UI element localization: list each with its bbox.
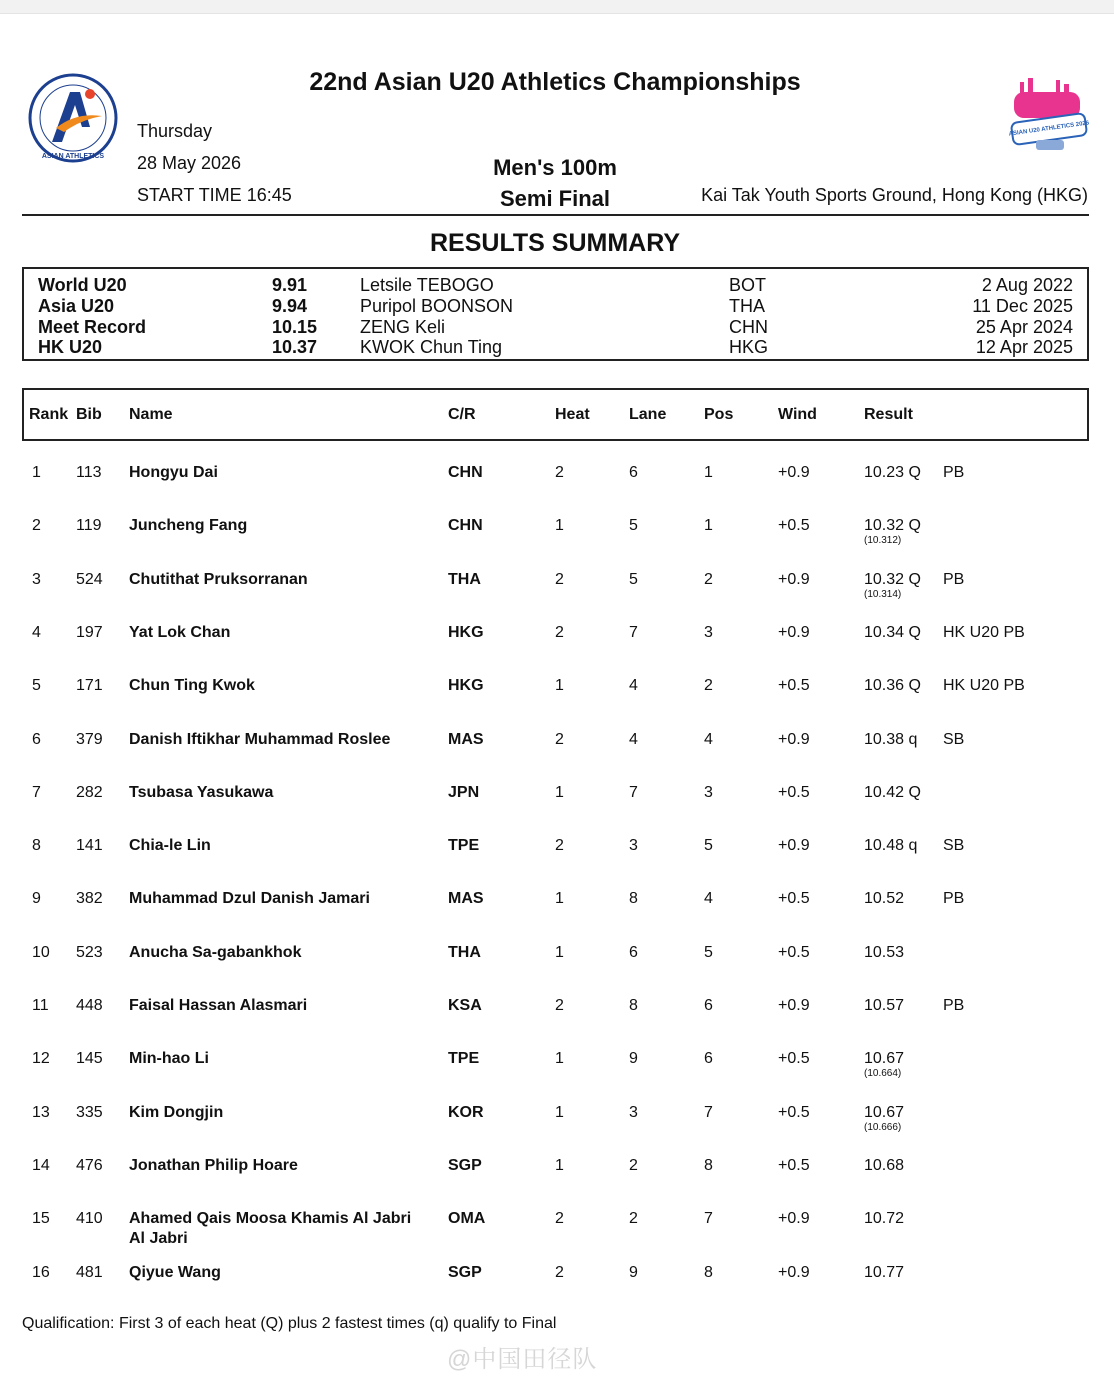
wind-cell: +0.9 [778,464,810,481]
rank-cell: 8 [32,837,41,854]
lane-cell: 7 [629,784,638,801]
nation-cell: THA [448,571,481,588]
record-time: 10.37 [272,337,318,357]
table-row [22,1103,1089,1143]
athlete-name: Jonathan Philip Hoare [129,1157,298,1174]
heat-cell: 2 [555,731,564,748]
rank-cell: 15 [32,1210,50,1227]
nation-cell: CHN [448,464,483,481]
watermark: @中国田径队 [447,1346,598,1373]
athlete-name: Kim Dongjin [129,1104,224,1121]
lane-cell: 3 [629,837,638,854]
wind-cell: +0.5 [778,677,810,694]
table-row [22,463,1089,503]
wind-cell: +0.5 [778,944,810,961]
lane-cell: 3 [629,1104,638,1121]
lane-cell: 2 [629,1157,638,1174]
bib-cell: 197 [76,624,103,641]
result-cell: 10.34 Q [864,624,921,641]
nation-cell: MAS [448,731,484,748]
heat-cell: 2 [555,624,564,641]
table-row [22,1209,1089,1249]
wind-cell: +0.9 [778,1210,810,1227]
athlete-name: Chia-le Lin [129,837,211,854]
record-nat: THA [729,296,765,316]
col-heat: Heat [555,406,590,423]
heat-cell: 2 [555,997,564,1014]
records-box [22,267,1089,361]
heat-cell: 2 [555,1210,564,1227]
athlete-name: Anucha Sa-gabankhok [129,944,302,961]
nation-cell: THA [448,944,481,961]
result-cell: 10.67 [864,1104,905,1121]
athlete-name: Juncheng Fang [129,517,248,534]
note-cell: PB [943,997,965,1014]
pos-cell: 6 [704,997,713,1014]
heat-cell: 1 [555,1104,564,1121]
results-table-header [22,388,1089,441]
nation-cell: OMA [448,1210,486,1227]
table-row [22,783,1089,823]
heat-cell: 1 [555,944,564,961]
rank-cell: 9 [32,890,41,907]
pos-cell: 7 [704,1210,713,1227]
bib-cell: 335 [76,1104,103,1121]
athlete-name: Chutithat Pruksorranan [129,571,308,588]
pos-cell: 8 [704,1157,713,1174]
col-bib: Bib [76,406,102,423]
bib-cell: 141 [76,837,103,854]
heat-cell: 2 [555,571,564,588]
rank-cell: 2 [32,517,41,534]
wind-cell: +0.9 [778,624,810,641]
lane-cell: 8 [629,997,638,1014]
pos-cell: 8 [704,1264,713,1281]
bib-cell: 523 [76,944,103,961]
result-cell: 10.23 Q [864,464,921,481]
record-date: 11 Dec 2025 [972,296,1073,316]
record-label: Asia U20 [38,296,115,316]
table-row [22,889,1089,929]
wind-cell: +0.9 [778,571,810,588]
result-cell: 10.38 q [864,731,918,748]
heat-cell: 1 [555,517,564,534]
record-date: 2 Aug 2022 [981,275,1073,295]
bib-cell: 379 [76,731,103,748]
result-cell: 10.68 [864,1157,905,1174]
note-cell: HK U20 PB [943,624,1025,641]
wind-cell: +0.9 [778,731,810,748]
event-date: 28 May 2026 [137,153,242,173]
athlete-name: Faisal Hassan Alasmari [129,997,308,1014]
record-label: HK U20 [38,337,103,357]
event-round: Semi Final [499,186,611,211]
col-nat: C/R [448,406,476,423]
heat-cell: 2 [555,837,564,854]
athlete-name-continued: Al Jabri [129,1230,188,1247]
table-row [22,1049,1089,1089]
record-row [24,275,1087,295]
event-day: Thursday [137,121,213,141]
wind-cell: +0.5 [778,890,810,907]
col-rank: Rank [29,406,69,423]
rank-cell: 7 [32,784,41,801]
lane-cell: 7 [629,624,638,641]
rank-cell: 14 [32,1157,50,1174]
table-row [22,623,1089,663]
nation-cell: JPN [448,784,480,801]
athlete-name: Tsubasa Yasukawa [129,784,274,801]
record-label: World U20 [38,275,127,295]
table-row [22,1263,1089,1303]
table-row [22,516,1089,556]
pos-cell: 4 [704,731,713,748]
lane-cell: 6 [629,464,638,481]
pos-cell: 3 [704,784,713,801]
wind-cell: +0.5 [778,784,810,801]
table-row [22,996,1089,1036]
pos-cell: 7 [704,1104,713,1121]
athlete-name: Hongyu Dai [129,464,218,481]
col-result: Result [864,406,913,423]
note-cell: HK U20 PB [943,677,1025,694]
bib-cell: 476 [76,1157,103,1174]
venue: Kai Tak Youth Sports Ground, Hong Kong (HKG) [701,185,1088,205]
athlete-name: Ahamed Qais Moosa Khamis Al Jabri [129,1210,412,1227]
lane-cell: 5 [629,517,638,534]
heat-cell: 1 [555,784,564,801]
nation-cell: CHN [448,517,483,534]
result-thousandths: (10.666) [864,1122,902,1133]
note-cell: PB [943,571,965,588]
athlete-name: Min-hao Li [129,1050,209,1067]
wind-cell: +0.5 [778,1157,810,1174]
athlete-name: Chun Ting Kwok [129,677,255,694]
lane-cell: 4 [629,731,638,748]
lane-cell: 5 [629,571,638,588]
record-time: 9.91 [272,275,308,295]
record-holder: KWOK Chun Ting [360,337,503,357]
col-wind: Wind [778,406,817,423]
result-cell: 10.36 Q [864,677,921,694]
rank-cell: 6 [32,731,41,748]
note-cell: PB [943,464,965,481]
wind-cell: +0.9 [778,837,810,854]
bib-cell: 382 [76,890,103,907]
record-holder: Letsile TEBOGO [360,275,494,295]
start-time: START TIME 16:45 [137,185,292,205]
nation-cell: HKG [448,677,484,694]
record-nat: BOT [729,275,767,295]
record-holder: ZENG Keli [360,317,446,337]
pos-cell: 6 [704,1050,713,1067]
left-logo-text: ASIAN ATHLETICS [41,153,105,160]
lane-cell: 2 [629,1210,638,1227]
nation-cell: HKG [448,624,484,641]
wind-cell: +0.9 [778,1264,810,1281]
bib-cell: 410 [76,1210,103,1227]
col-name: Name [129,406,173,423]
record-time: 9.94 [272,296,308,316]
pos-cell: 1 [704,517,713,534]
col-lane: Lane [629,406,667,423]
table-row [22,676,1089,716]
lane-cell: 8 [629,890,638,907]
summary-title: RESULTS SUMMARY [430,229,680,257]
heat-cell: 1 [555,1157,564,1174]
record-row [24,296,1087,316]
result-cell: 10.53 [864,944,905,961]
pos-cell: 5 [704,944,713,961]
nation-cell: SGP [448,1264,482,1281]
result-thousandths: (10.312) [864,535,902,546]
header-divider [22,214,1089,216]
rank-cell: 13 [32,1104,50,1121]
athlete-name: Danish Iftikhar Muhammad Roslee [129,731,391,748]
result-cell: 10.72 [864,1210,905,1227]
rank-cell: 4 [32,624,41,641]
col-pos: Pos [704,406,734,423]
result-cell: 10.67 [864,1050,905,1067]
rank-cell: 11 [32,997,49,1014]
wind-cell: +0.5 [778,1050,810,1067]
result-cell: 10.32 Q [864,571,921,588]
note-cell: SB [943,837,965,854]
table-row [22,836,1089,876]
pos-cell: 5 [704,837,713,854]
wind-cell: +0.9 [778,997,810,1014]
event-name: Men's 100m [493,155,617,180]
note-cell: PB [943,890,965,907]
table-row [22,730,1089,770]
nation-cell: KSA [448,997,482,1014]
athlete-name: Yat Lok Chan [129,624,231,641]
heat-cell: 1 [555,1050,564,1067]
result-cell: 10.77 [864,1264,905,1281]
bib-cell: 145 [76,1050,103,1067]
bib-cell: 524 [76,571,103,588]
result-cell: 10.48 q [864,837,918,854]
table-row [22,943,1089,983]
lane-cell: 9 [629,1264,638,1281]
record-nat: CHN [729,317,768,337]
right-logo-text: ASIAN U20 ATHLETICS 2026 [1008,120,1090,138]
pos-cell: 2 [704,677,713,694]
result-cell: 10.32 Q [864,517,921,534]
table-row [22,570,1089,610]
rank-cell: 3 [32,571,41,588]
nation-cell: MAS [448,890,484,907]
result-cell: 10.52 [864,890,905,907]
lane-cell: 9 [629,1050,638,1067]
rank-cell: 5 [32,677,41,694]
athlete-name: Muhammad Dzul Danish Jamari [129,890,370,907]
nation-cell: TPE [448,1050,480,1067]
wind-cell: +0.5 [778,517,810,534]
result-thousandths: (10.664) [864,1068,902,1079]
heat-cell: 1 [555,677,564,694]
nation-cell: TPE [448,837,480,854]
pos-cell: 4 [704,890,713,907]
result-thousandths: (10.314) [864,589,902,600]
pos-cell: 1 [704,464,713,481]
bib-cell: 119 [76,517,102,534]
pos-cell: 3 [704,624,713,641]
rank-cell: 10 [32,944,50,961]
bib-cell: 171 [76,677,103,694]
record-time: 10.15 [272,317,318,337]
result-cell: 10.42 Q [864,784,921,801]
bib-cell: 448 [76,997,103,1014]
championship-title: 22nd Asian U20 Athletics Championships [309,68,801,96]
record-label: Meet Record [38,317,147,337]
record-nat: HKG [729,337,769,357]
heat-cell: 2 [555,464,564,481]
table-row [22,1156,1089,1196]
rank-cell: 12 [32,1050,50,1067]
note-cell: SB [943,731,965,748]
heat-cell: 1 [555,890,564,907]
record-date: 25 Apr 2024 [975,317,1073,337]
athlete-name: Qiyue Wang [129,1264,221,1281]
pos-cell: 2 [704,571,713,588]
nation-cell: KOR [448,1104,484,1121]
bib-cell: 282 [76,784,103,801]
record-date: 12 Apr 2025 [975,337,1073,357]
heat-cell: 2 [555,1264,564,1281]
nation-cell: SGP [448,1157,482,1174]
wind-cell: +0.5 [778,1104,810,1121]
bib-cell: 113 [76,464,102,481]
record-row [24,337,1087,357]
result-cell: 10.57 [864,997,905,1014]
record-row [24,317,1087,337]
lane-cell: 4 [629,677,638,694]
record-holder: Puripol BOONSON [360,296,514,316]
rank-cell: 16 [32,1264,50,1281]
bib-cell: 481 [76,1264,103,1281]
lane-cell: 6 [629,944,638,961]
rank-cell: 1 [32,464,41,481]
qualification-note: Qualification: First 3 of each heat (Q) plus 2 fastest times (q) qualify to Final [22,1315,557,1332]
top-band [0,0,1114,14]
